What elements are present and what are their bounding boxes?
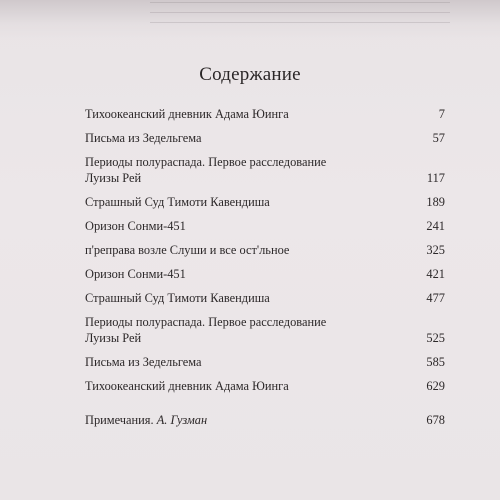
notes-label: Примечания.: [85, 413, 154, 427]
toc-entry: [85, 354, 445, 370]
toc-entry-page: 585: [426, 355, 445, 369]
toc-entry-title: Письма из Зедельгема: [85, 131, 202, 145]
toc-entry-page: 7: [438, 107, 445, 121]
toc-entry: [85, 266, 445, 282]
toc-entry: [85, 242, 445, 258]
toc-entry: [85, 154, 445, 186]
toc-entry-notes: [85, 412, 445, 428]
toc-entry-page: 241: [426, 219, 445, 233]
toc-entry-title: Тихоокеанский дневник Адама Юинга: [85, 379, 289, 393]
toc-entry-page: 678: [426, 413, 445, 427]
toc-entry-title: Луизы Рей: [85, 171, 142, 185]
toc-entry-page: 629: [426, 379, 445, 393]
toc-entry: [85, 314, 445, 346]
toc-entry-title: Письма из Зедельгема: [85, 355, 202, 369]
toc-entry-title: Тихоокеанский дневник Адама Юинга: [85, 107, 289, 121]
toc-entry: [85, 218, 445, 234]
toc-entry-title-line1: Периоды полураспада. Первое расследование: [85, 315, 327, 329]
toc-entry-title: Страшный Суд Тимоти Кавендиша: [85, 291, 270, 305]
toc-entry-title: п'реправа возле Слуши и все ост'льное: [85, 243, 290, 257]
toc-entry-title: Оризон Сонми-451: [85, 267, 186, 281]
toc-entry-title-line1: Периоды полураспада. Первое расследование: [85, 155, 327, 169]
toc-entry-page: 117: [426, 171, 445, 185]
table-of-contents: [85, 106, 445, 436]
toc-entry: [85, 378, 445, 394]
toc-entry-page: 325: [426, 243, 445, 257]
toc-entry-title: Страшный Суд Тимоти Кавендиша: [85, 195, 270, 209]
page-title: Содержание: [199, 64, 301, 85]
toc-entry-page: 421: [426, 267, 445, 281]
bleed-through-text: [150, 2, 450, 32]
toc-entry-page: 525: [426, 331, 445, 345]
toc-entry: [85, 130, 445, 146]
toc-entry: [85, 194, 445, 210]
notes-label-group: [85, 412, 207, 428]
toc-entry-page: 189: [426, 195, 445, 209]
toc-entry-page: 477: [426, 291, 445, 305]
toc-entry-title: Луизы Рей: [85, 331, 142, 345]
toc-entry: [85, 290, 445, 306]
notes-author: А. Гузман: [156, 413, 208, 427]
toc-entry-page: 57: [432, 131, 445, 145]
toc-entry: [85, 106, 445, 122]
toc-entry-title: Оризон Сонми-451: [85, 219, 186, 233]
